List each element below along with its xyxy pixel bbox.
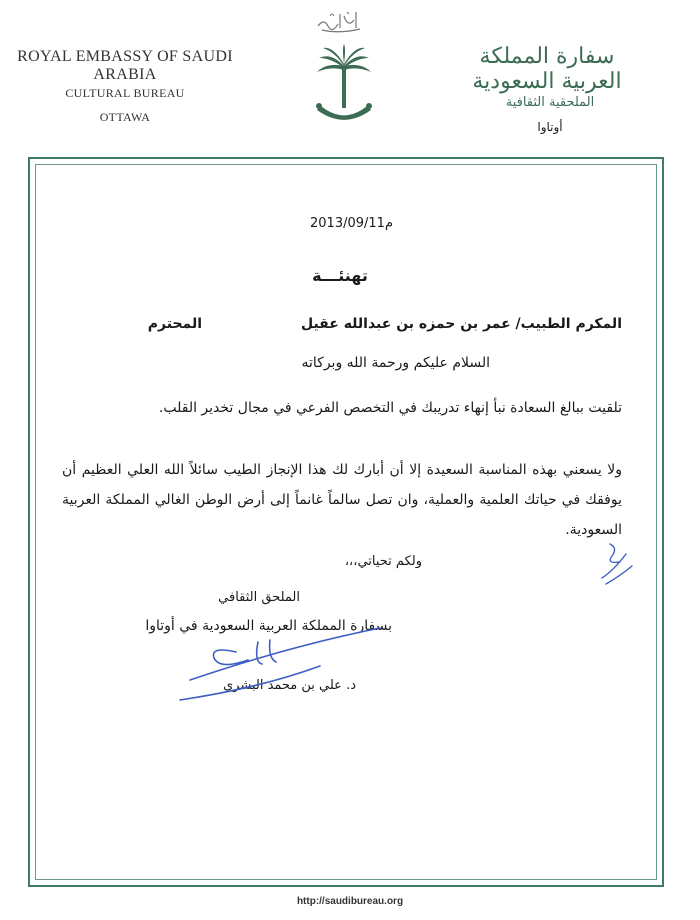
- letter-paragraph-1: تلقيت ببالغ السعادة نبأ إنهاء تدريبك في التخصص الفرعي في مجال تخدير القلب.: [158, 400, 622, 416]
- signatory-title: الملحق الثقافي: [218, 590, 300, 605]
- handwritten-signature-icon: [170, 618, 400, 708]
- basmala-calligraphy-icon: [314, 6, 364, 36]
- header-arabic-bureau: الملحقية الثقافية: [505, 95, 595, 110]
- header-arabic-city: أوتاوا: [537, 120, 563, 134]
- signatory-name: د. علي بن محمد البشري: [223, 678, 356, 693]
- letter-date: 2013/09/11م: [310, 216, 393, 231]
- header-english-city: OTTAWA: [99, 110, 151, 124]
- letter-paragraph-2: ولا يسعني بهذه المناسبة السعيدة إلا أن أبارك لك هذا الإنجاز الطيب سائلاً الله العلي العظيم أن يوفقك في حياتك العلمية والعملية، وان تصل سالماً غانماً إلى أرض الوطن الغالي المملكة العربية السعودية.: [62, 462, 622, 538]
- header-english-bureau: CULTURAL BUREAU: [65, 86, 185, 100]
- signatory-embassy: بسفارة المملكة العربية السعودية في أوتاوا: [145, 618, 392, 634]
- saudi-palm-swords-emblem-icon: [313, 44, 375, 130]
- letter-closing: ولكم تحياتي،،،: [344, 554, 422, 569]
- addressee-honorific: المحترم: [147, 316, 202, 332]
- addressee-name: المكرم الطبيب/ عمر بن حمزه بن عبدالله عقيل: [300, 316, 622, 332]
- footer-url: http://saudibureau.org: [296, 896, 404, 907]
- margin-initials-icon: [596, 540, 636, 586]
- letter-title: تهنئـــة: [312, 266, 368, 285]
- letter-greeting: السلام عليكم ورحمة الله وبركاته: [301, 355, 490, 371]
- header-arabic-title: سفارة المملكة العربية السعودية: [472, 44, 622, 94]
- header-english-title: ROYAL EMBASSY OF SAUDI ARABIA: [17, 48, 233, 83]
